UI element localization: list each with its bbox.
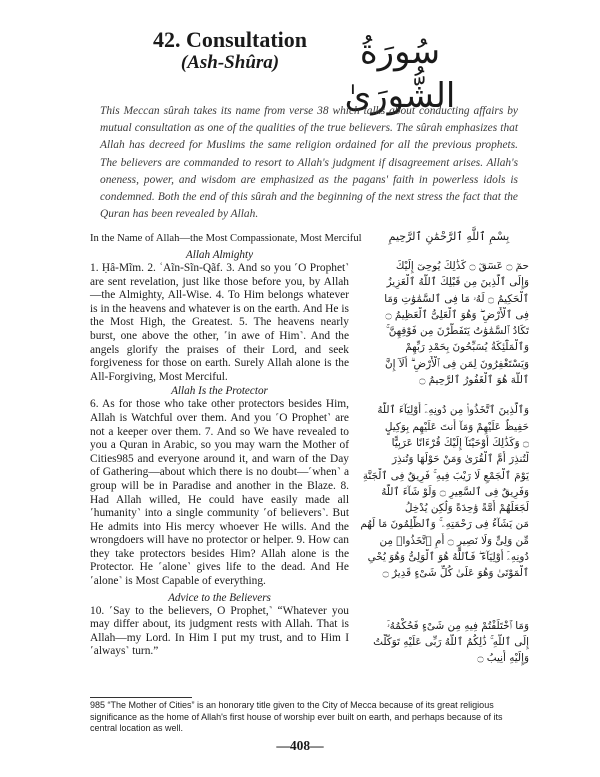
arabic-line: لِّتُنذِرَ أُمَّ ٱلْقُرَىٰ وَمَنْ حَوْلَهَا وَتُنذِرَ [391,453,529,466]
arabic-line: حَفِيظٌ عَلَيْهِمْ وَمَآ أَنتَ عَلَيْهِم بِوَكِيلٍ [384,420,529,433]
arabic-column [355,258,529,667]
arabic-line: يَوْمَ ٱلْجَمْعِ لَا رَيْبَ فِيهِ ۚ فَرِيقٌ فِى ٱلْجَنَّةِ [362,469,529,482]
arabic-line: وَإِلَى ٱلَّذِينَ مِن قَبْلِكَ ٱللَّهُ ٱلْعَزِيزُ [386,276,529,289]
chapter-title: 42. Consultation [152,27,308,52]
arabic-line: دُونِهِۦٓ أَوْلِيَآءَ ۖ فَٱللَّهُ هُوَ ٱلْوَلِىُّ وَهُوَ يُحْىِ [367,551,529,564]
arabic-verse-block [355,618,529,667]
translation-column [90,249,349,659]
basmala-translation: In the Name of Allah—the Most Compassionate, Most Merciful [90,233,362,244]
chapter-title-block [130,28,330,74]
arabic-line: تَكَادُ ٱلسَّمَٰوَٰتُ يَتَفَطَّرْنَ مِن فَوْقِهِنَّ ۚ [386,325,529,338]
arabic-line: مِّن وَلِىٍّ وَلَا نَصِيرٍ ۝ أَمِ ٱتَّخَذُوا۟ مِن [379,534,529,547]
translation-paragraph: 6. As for those who take other protectors besides Him, Allah is Watchful over them. And you ˹O Prophet˺ are not a keeper over them. 7. And so We have revealed to you a Quran in Arabic, so you may warn the Mother of Cities985 and everyone around it, and warn of the Day of Gathering—about which there is no doubt—˹when˺ a group will be in Paradise and another in the Blaze. 8. Had Allah willed, He could have easily made all ˹humanity˺ into a single community ˹of believers˺. But He admits into His mercy whoever He wills. And the wrongdoers will have no protector or helper. 9. How can they take protectors besides Him? Allah alone is the Protector. He ˹alone˺ gives life to the dead. And He ˹alone˺ is Most Capable of everything. [90,398,349,588]
chapter-subtitle: (Ash-Shûra) [180,52,280,73]
arabic-line: مَن يَشَآءُ فِى رَحْمَتِهِۦ ۚ وَٱلظَّٰلِمُونَ مَا لَهُم [360,518,529,531]
arabic-line: وَٱلَّذِينَ ٱتَّخَذُوا۟ مِن دُونِهِۦٓ أَوْلِيَآءَ ٱللَّهُ [377,404,529,417]
arabic-line: ۝ وَكَذَٰلِكَ أَوْحَيْنَآ إِلَيْكَ قُرْءَانًا عَرَبِيًّا [391,436,529,449]
footnote-divider [90,697,192,698]
arabic-line: ٱللَّهَ هُوَ ٱلْغَفُورُ ٱلرَّحِيمُ ۝ [419,374,529,387]
arabic-line: وَيَسْتَغْفِرُونَ لِمَن فِى ٱلْأَرْضِ ۗ أَلَآ إِنَّ [384,357,529,370]
translation-paragraph: 1. Ḥâ-Mĩm. 2. ʿAĩn-Sĩn-Qãf. 3. And so you ˹O Prophet˺ are sent revelation, just like those before you, by Allah—the Almighty, All-Wise. 4. To Him belongs whatever is in the heavens and whatever is on the earth. And He is the Most High, the Greatest. 5. The heavens nearly burst, one above the other, ˹in awe of Him˺. And the angels glorify the praises of their Lord, and seek forgiveness for those on earth. Surely Allah alone is the All-Forgiving, Most Merciful. [90,262,349,383]
translation-paragraph: 10. ˹Say to the believers, O Prophet,˺ “Whatever you may differ about, its judgment rests with Allah. That is Allah—my Lord. In Him I put my trust, and to Him I ˹always˺ turn.” [90,604,349,658]
arabic-line: وَٱلْمَلَٰٓئِكَةُ يُسَبِّحُونَ بِحَمْدِ رَبِّهِمْ [405,341,529,354]
arabic-line: ٱلْمَوْتَىٰ وَهُوَ عَلَىٰ كُلِّ شَىْءٍ قَدِيرٌ ۝ [382,567,529,580]
footnote: 985 “The Mother of Cities” is an honorary title given to the City of Mecca because of its great religious significance as the home of Allah's first house of worship ever built on earth, and perhaps because of its central location as well. [90,700,503,734]
chapter-introduction: This Meccan sûrah takes its name from verse 38 which talks about conducting affairs by mutual consultation as one of the qualities of the true believers. The sûrah emphasizes that Allah has decreed for Muslims the same religion ordained for all the previous prophets. The believers are commanded to resort to Allah's judgment if disagreement arises. Allah's oneness, power, and wisdom are emphasized as the pagans' faith in powerless idols is condemned. Both the end of this sûrah and the beginning of the next stress the fact that the Quran has been revealed by Allah. [100,105,518,221]
section-heading: Advice to the Believers [168,591,271,604]
arabic-verse-block [355,402,529,581]
arabic-line: وَمَا ٱخْتَلَفْتُمْ فِيهِ مِن شَىْءٍ فَحُكْمُهُۥٓ [387,619,529,632]
section-heading: Allah Is the Protector [171,385,268,398]
arabic-verse-block [355,258,529,388]
arabic-line: فِى ٱلْأَرْضِ ۖ وَهُوَ ٱلْعَلِىُّ ٱلْعَظِيمُ ۝ [385,308,529,321]
arabic-line: إِلَى ٱللَّهِ ۚ ذَٰلِكُمُ ٱللَّهُ رَبِّى عَلَيْهِ تَوَكَّلْتُ [373,635,529,648]
arabic-chapter-title: سُورَةُ الشُّورَىٰ [344,32,456,116]
arabic-line: ٱلْحَكِيمُ ۝ لَهُۥ مَا فِى ٱلسَّمَٰوَٰتِ وَمَا [384,292,529,305]
page-number: —408— [276,738,324,753]
arabic-line: حمٓ ۝ عٓسٓقٓ ۝ كَذَٰلِكَ يُوحِىٓ إِلَيْكَ [395,260,529,272]
section-heading: Allah Almighty [185,249,254,261]
arabic-line: وَفَرِيقٌ فِى ٱلسَّعِيرِ ۝ وَلَوْ شَآءَ ٱللَّهُ [381,485,529,498]
arabic-line: لَجَعَلَهُمْ أُمَّةً وَٰحِدَةً وَلَٰكِن يُدْخِلُ [404,502,529,515]
arabic-line: وَإِلَيْهِ أُنِيبُ ۝ [477,652,529,665]
basmala-arabic: بِسْمِ ٱللَّهِ ٱلرَّحْمَٰنِ ٱلرَّحِيمِ [388,230,510,243]
